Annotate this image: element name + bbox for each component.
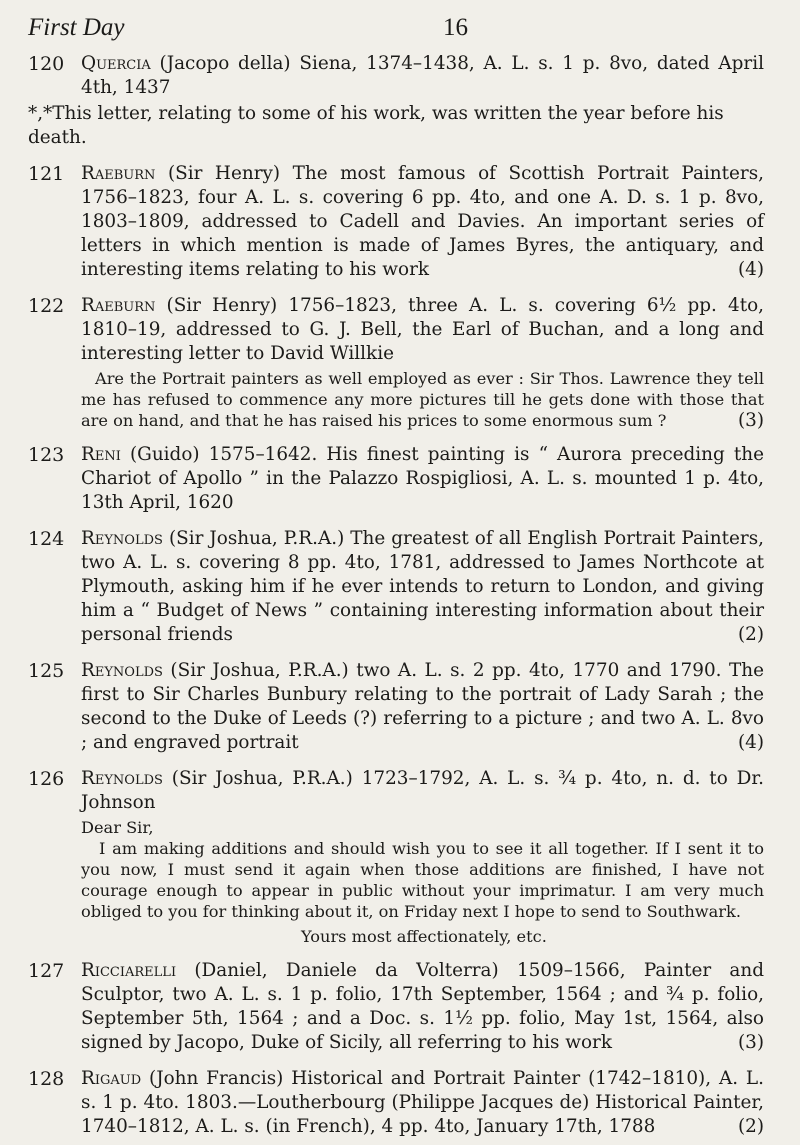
letter-closing: Yours most affectionately, etc.	[301, 927, 547, 946]
lot-124	[28, 527, 764, 647]
running-head-title: First Day	[28, 14, 125, 41]
lot-description	[81, 767, 764, 947]
lot-description	[81, 1067, 764, 1139]
lot-number: 124	[28, 528, 65, 550]
lot-description	[81, 527, 764, 647]
letter-salutation: Dear Sir,	[81, 818, 154, 837]
lot-text: (John Francis) Historical and Portrait Painter (1742–1810), A. L. s. 1 p. 4to. 1803.—Loutherbourg (Philippe Jacques de) Historical Painter, 1740–1812, A. L. s. (in French), 4 pp. 4to, January 17th, 1788	[81, 1068, 764, 1137]
lot-name: Reni	[81, 444, 121, 465]
lot-name: Quercia	[81, 53, 151, 74]
lot-count: (2)	[737, 624, 764, 645]
lot-name: Reynolds	[81, 528, 163, 549]
lot-123	[28, 443, 764, 515]
running-head	[28, 8, 764, 42]
lot-122	[28, 294, 764, 431]
lot-description	[81, 443, 764, 515]
lot-count: (4)	[737, 259, 764, 280]
lot-number: 128	[28, 1068, 65, 1090]
lot-text: (Sir Joshua, P.R.A.) 1723–1792, A. L. s. ¾ p. 4to, n. d. to Dr. Johnson	[81, 768, 764, 813]
lot-description	[81, 959, 764, 1055]
lot-120	[28, 52, 764, 100]
lot-121	[28, 162, 764, 282]
lot-number: 122	[28, 295, 65, 317]
lot-number: 121	[28, 163, 65, 185]
lot-text: (Sir Henry) 1756–1823, three A. L. s. covering 6½ pp. 4to, 1810–19, addressed to G. J. Bell, the Earl of Buchan, and a long and interesting letter to David Willkie	[81, 295, 764, 364]
lot-name: Rigaud	[81, 1068, 142, 1089]
lot-text: (Daniel, Daniele da Volterra) 1509–1566, Painter and Sculptor, two A. L. s. 1 p. folio, 17th September, 1564 ; and ¾ p. folio, September 5th, 1564 ; and a Doc. s. 1½ pp. folio, May 1st, 1564, also signed by Jacopo, Duke of Sicily, all referring to his work	[81, 960, 764, 1053]
lot-text: (Sir Henry) The most famous of Scottish Portrait Painters, 1756–1823, four A. L. s. covering 6 pp. 4to, and one A. D. s. 1 p. 8vo, 1803–1809, addressed to Cadell and Davies. An important series of letters in which mention is made of James Byres, the antiquary, and interesting items relating to his work	[81, 163, 764, 280]
lot-number: 120	[28, 53, 65, 75]
lot-count: (2)	[737, 1116, 764, 1137]
lot-name: Reynolds	[81, 660, 163, 681]
lot-127	[28, 959, 764, 1055]
lot-description	[81, 294, 764, 431]
lot-number: 126	[28, 768, 65, 790]
letter-body: I am making additions and should wish you to see it all together. If I sent it to you now, I must send it again when those additions are finished, I have not courage enough to appear in public without your imprimatur. I am very much obliged to you for thinking about it, on Friday next I hope to send to Southwark.	[81, 839, 764, 921]
lot-description	[81, 52, 764, 100]
page-number: 16	[443, 14, 468, 41]
lot-count: (3)	[737, 410, 764, 431]
lot-number: 127	[28, 960, 65, 982]
lot-128	[28, 1067, 764, 1139]
lot-quote	[81, 368, 764, 431]
lot-description	[81, 659, 764, 755]
lot-126	[28, 767, 764, 947]
lot-name: Raeburn	[81, 163, 156, 184]
lot-number: 123	[28, 444, 65, 466]
lot-text: (Jacopo della) Siena, 1374–1438, A. L. s. 1 p. 8vo, dated April 4th, 1437	[81, 53, 764, 98]
lot-120-note: *,*This letter, relating to some of his work, was written the year before his death.	[28, 103, 724, 148]
lot-name: Ricciarelli	[81, 960, 177, 981]
lot-quote-text: Are the Portrait painters as well employed as ever : Sir Thos. Lawrence they tell me has refused to commence any more pictures till he gets done with those that are on hand, and that he has raised his prices to some enormous sum ?	[81, 369, 764, 430]
lot-name: Raeburn	[81, 295, 156, 316]
lot-text: (Sir Joshua, P.R.A.) two A. L. s. 2 pp. 4to, 1770 and 1790. The first to Sir Charles Bunbury relating to the portrait of Lady Sarah ; the second to the Duke of Leeds (?) referring to a picture ; and two A. L. 8vo ; and engraved portrait	[81, 660, 764, 753]
lot-count: (3)	[737, 1032, 764, 1053]
lot-number: 125	[28, 660, 65, 682]
lot-text: (Guido) 1575–1642. His finest painting is “ Aurora preceding the Chariot of Apollo ” in the Palazzo Rospigliosi, A. L. s. mounted 1 p. 4to, 13th April, 1620	[81, 444, 764, 513]
lot-description	[81, 162, 764, 282]
lot-text: (Sir Joshua, P.R.A.) The greatest of all English Portrait Painters, two A. L. s. covering 8 pp. 4to, 1781, addressed to James Northcote at Plymouth, asking him if he ever intends to return to London, and giving him a “ Budget of News ” containing interesting information about their personal friends	[81, 528, 764, 645]
lot-name: Reynolds	[81, 768, 163, 789]
lot-count: (4)	[737, 732, 764, 753]
lot-125	[28, 659, 764, 755]
